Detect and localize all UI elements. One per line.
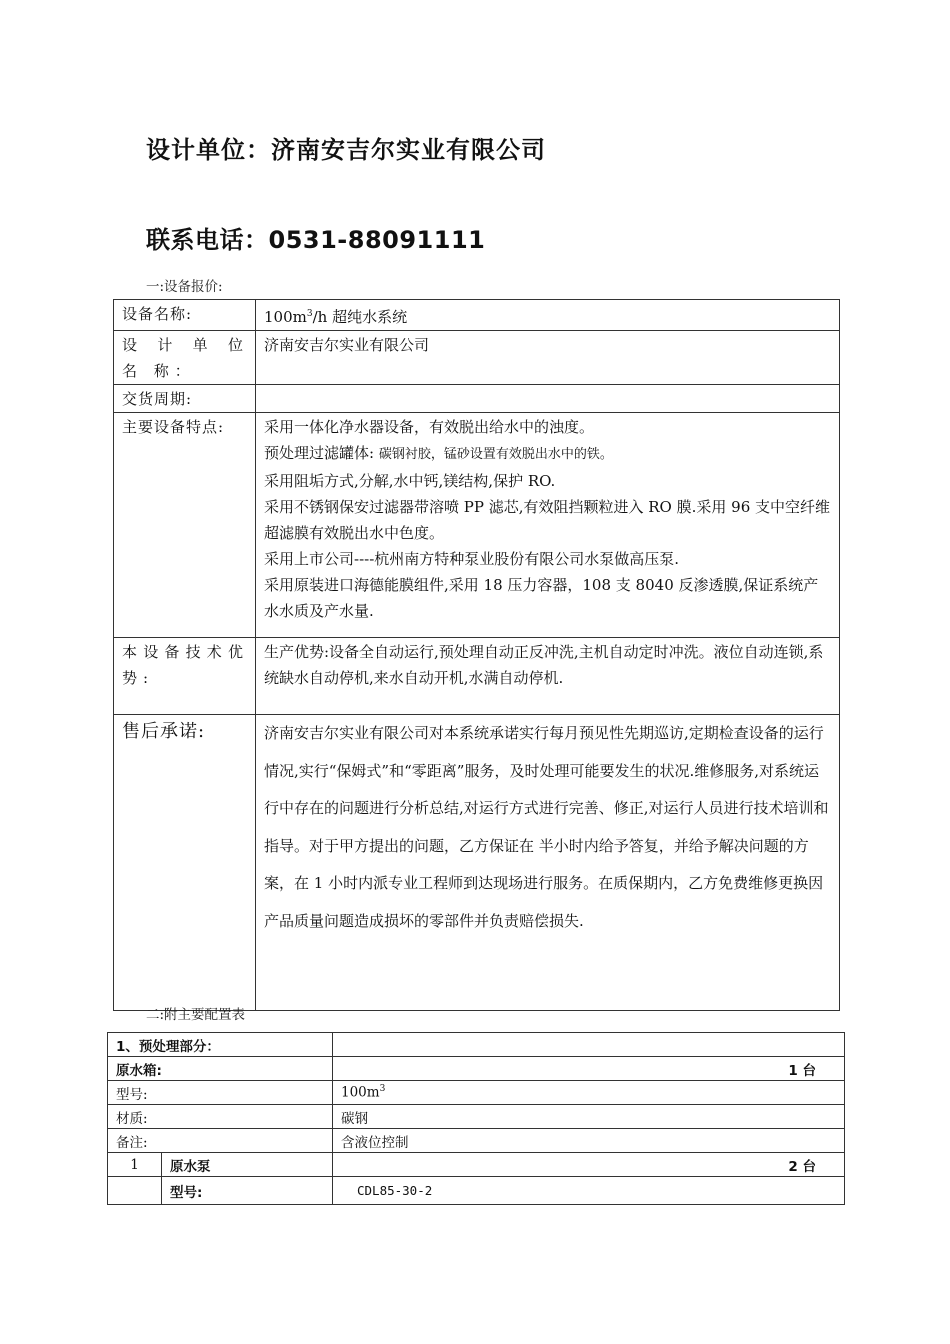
equipment-name-value	[256, 300, 840, 331]
feature-line	[264, 440, 833, 468]
design-unit-heading: 设计单位：济南安吉尔实业有限公司	[146, 136, 546, 164]
delivery-value	[256, 385, 840, 413]
table-row	[114, 300, 840, 331]
pump-model-value: CDL85-30-2	[333, 1177, 845, 1205]
table-row	[108, 1081, 845, 1105]
table-row	[114, 715, 840, 1011]
table-row	[108, 1057, 845, 1081]
feature-line: 采用阻垢方式,分解,水中钙,镁结构,保护 RO.	[264, 472, 556, 490]
quotation-table	[113, 299, 840, 1011]
table-row	[108, 1105, 845, 1129]
feature-line: 采用一体化净水器设备，有效脱出给水中的浊度。	[264, 418, 595, 436]
tank-model-sup: 3	[379, 1084, 386, 1095]
equipment-name-rest: /h 超纯水系统	[312, 308, 408, 326]
empty-cell	[108, 1177, 162, 1205]
pump-index: 1	[108, 1153, 162, 1177]
feature-line: 采用不锈钢保安过滤器带溶喷 PP 滤芯,有效阻挡颗粒进入 RO 膜.采用 96 支中空纤维超滤膜有效脱出水中色度。	[264, 498, 831, 542]
feature-line-part: 碳钢衬胶，锰砂设置有效脱出水中的铁。	[378, 447, 613, 462]
table-row	[108, 1033, 845, 1057]
features-value	[256, 413, 840, 638]
tank-material-label: 材质:	[108, 1105, 333, 1129]
table-row	[108, 1129, 845, 1153]
raw-tank-name: 原水箱:	[108, 1057, 333, 1081]
table-row	[114, 638, 840, 715]
table-row	[108, 1177, 845, 1205]
after-sales-value: 济南安吉尔实业有限公司对本系统承诺实行每月预见性先期巡访,定期检查设备的运行情况,实行“保姆式”和“零距离”服务，及时处理可能要发生的状况.维修服务,对系统运行中存在的问题进行分析总结,对运行方式进行完善、修正,对运行人员进行技术培训和指导。对于甲方提出的问题，乙方保证在 半小时内给予答复，并给予解决问题的方案，在 1 小时内派专业工程师到达现场进行服务。在质保期内，乙方免费维修更换因产品质量问题造成损坏的零部件并负责赔偿损失.	[256, 715, 840, 1011]
raw-tank-qty: 1 台	[333, 1057, 845, 1081]
tank-note-label: 备注:	[108, 1129, 333, 1153]
design-unit-label: 设 计 单 位 名 称：	[114, 331, 256, 385]
feature-line-part: 预处理过滤罐体:	[264, 444, 375, 462]
after-sales-label: 售后承诺:	[114, 715, 256, 1011]
pump-name: 原水泵	[162, 1153, 333, 1177]
section1-title: 一:设备报价:	[146, 279, 223, 295]
equipment-name-main: 100m	[264, 308, 307, 326]
pump-qty: 2 台	[333, 1153, 845, 1177]
design-unit-value: 济南安吉尔实业有限公司	[256, 331, 840, 385]
section2-title: 二:附主要配置表	[146, 1007, 246, 1023]
delivery-label: 交货周期:	[114, 385, 256, 413]
feature-line: 采用上市公司----杭州南方特种泵业股份有限公司水泵做高压泵.	[264, 550, 680, 568]
tank-material-value: 碳钢	[333, 1105, 845, 1129]
tank-model-label: 型号:	[108, 1081, 333, 1105]
advantage-value: 生产优势:设备全自动运行,预处理自动正反冲洗,主机自动定时冲洗。液位自动连锁,系统缺水自动停机,来水自动开机,水满自动停机.	[256, 638, 840, 715]
advantage-label: 本设备技术优势:	[114, 638, 256, 715]
tank-model-main: 100m	[341, 1084, 380, 1101]
table-row	[114, 331, 840, 385]
tank-model-value	[333, 1081, 845, 1105]
empty-cell	[333, 1033, 845, 1057]
equipment-name-label: 设备名称:	[114, 300, 256, 331]
table-row	[114, 413, 840, 638]
table-row	[114, 385, 840, 413]
pump-model-label: 型号:	[162, 1177, 333, 1205]
pretreat-header: 1、预处理部分：	[108, 1033, 333, 1057]
tank-note-value: 含液位控制	[333, 1129, 845, 1153]
feature-line: 采用原装进口海德能膜组件,采用 18 压力容器，108 支 8040 反渗透膜,保证系统产水水质及产水量.	[264, 576, 819, 620]
config-table	[107, 1032, 845, 1205]
equipment-name-sup: 3	[306, 309, 313, 319]
contact-phone-heading: 联系电话：0531-88091111	[146, 226, 486, 254]
table-row	[108, 1153, 845, 1177]
features-label: 主要设备特点:	[114, 413, 256, 638]
